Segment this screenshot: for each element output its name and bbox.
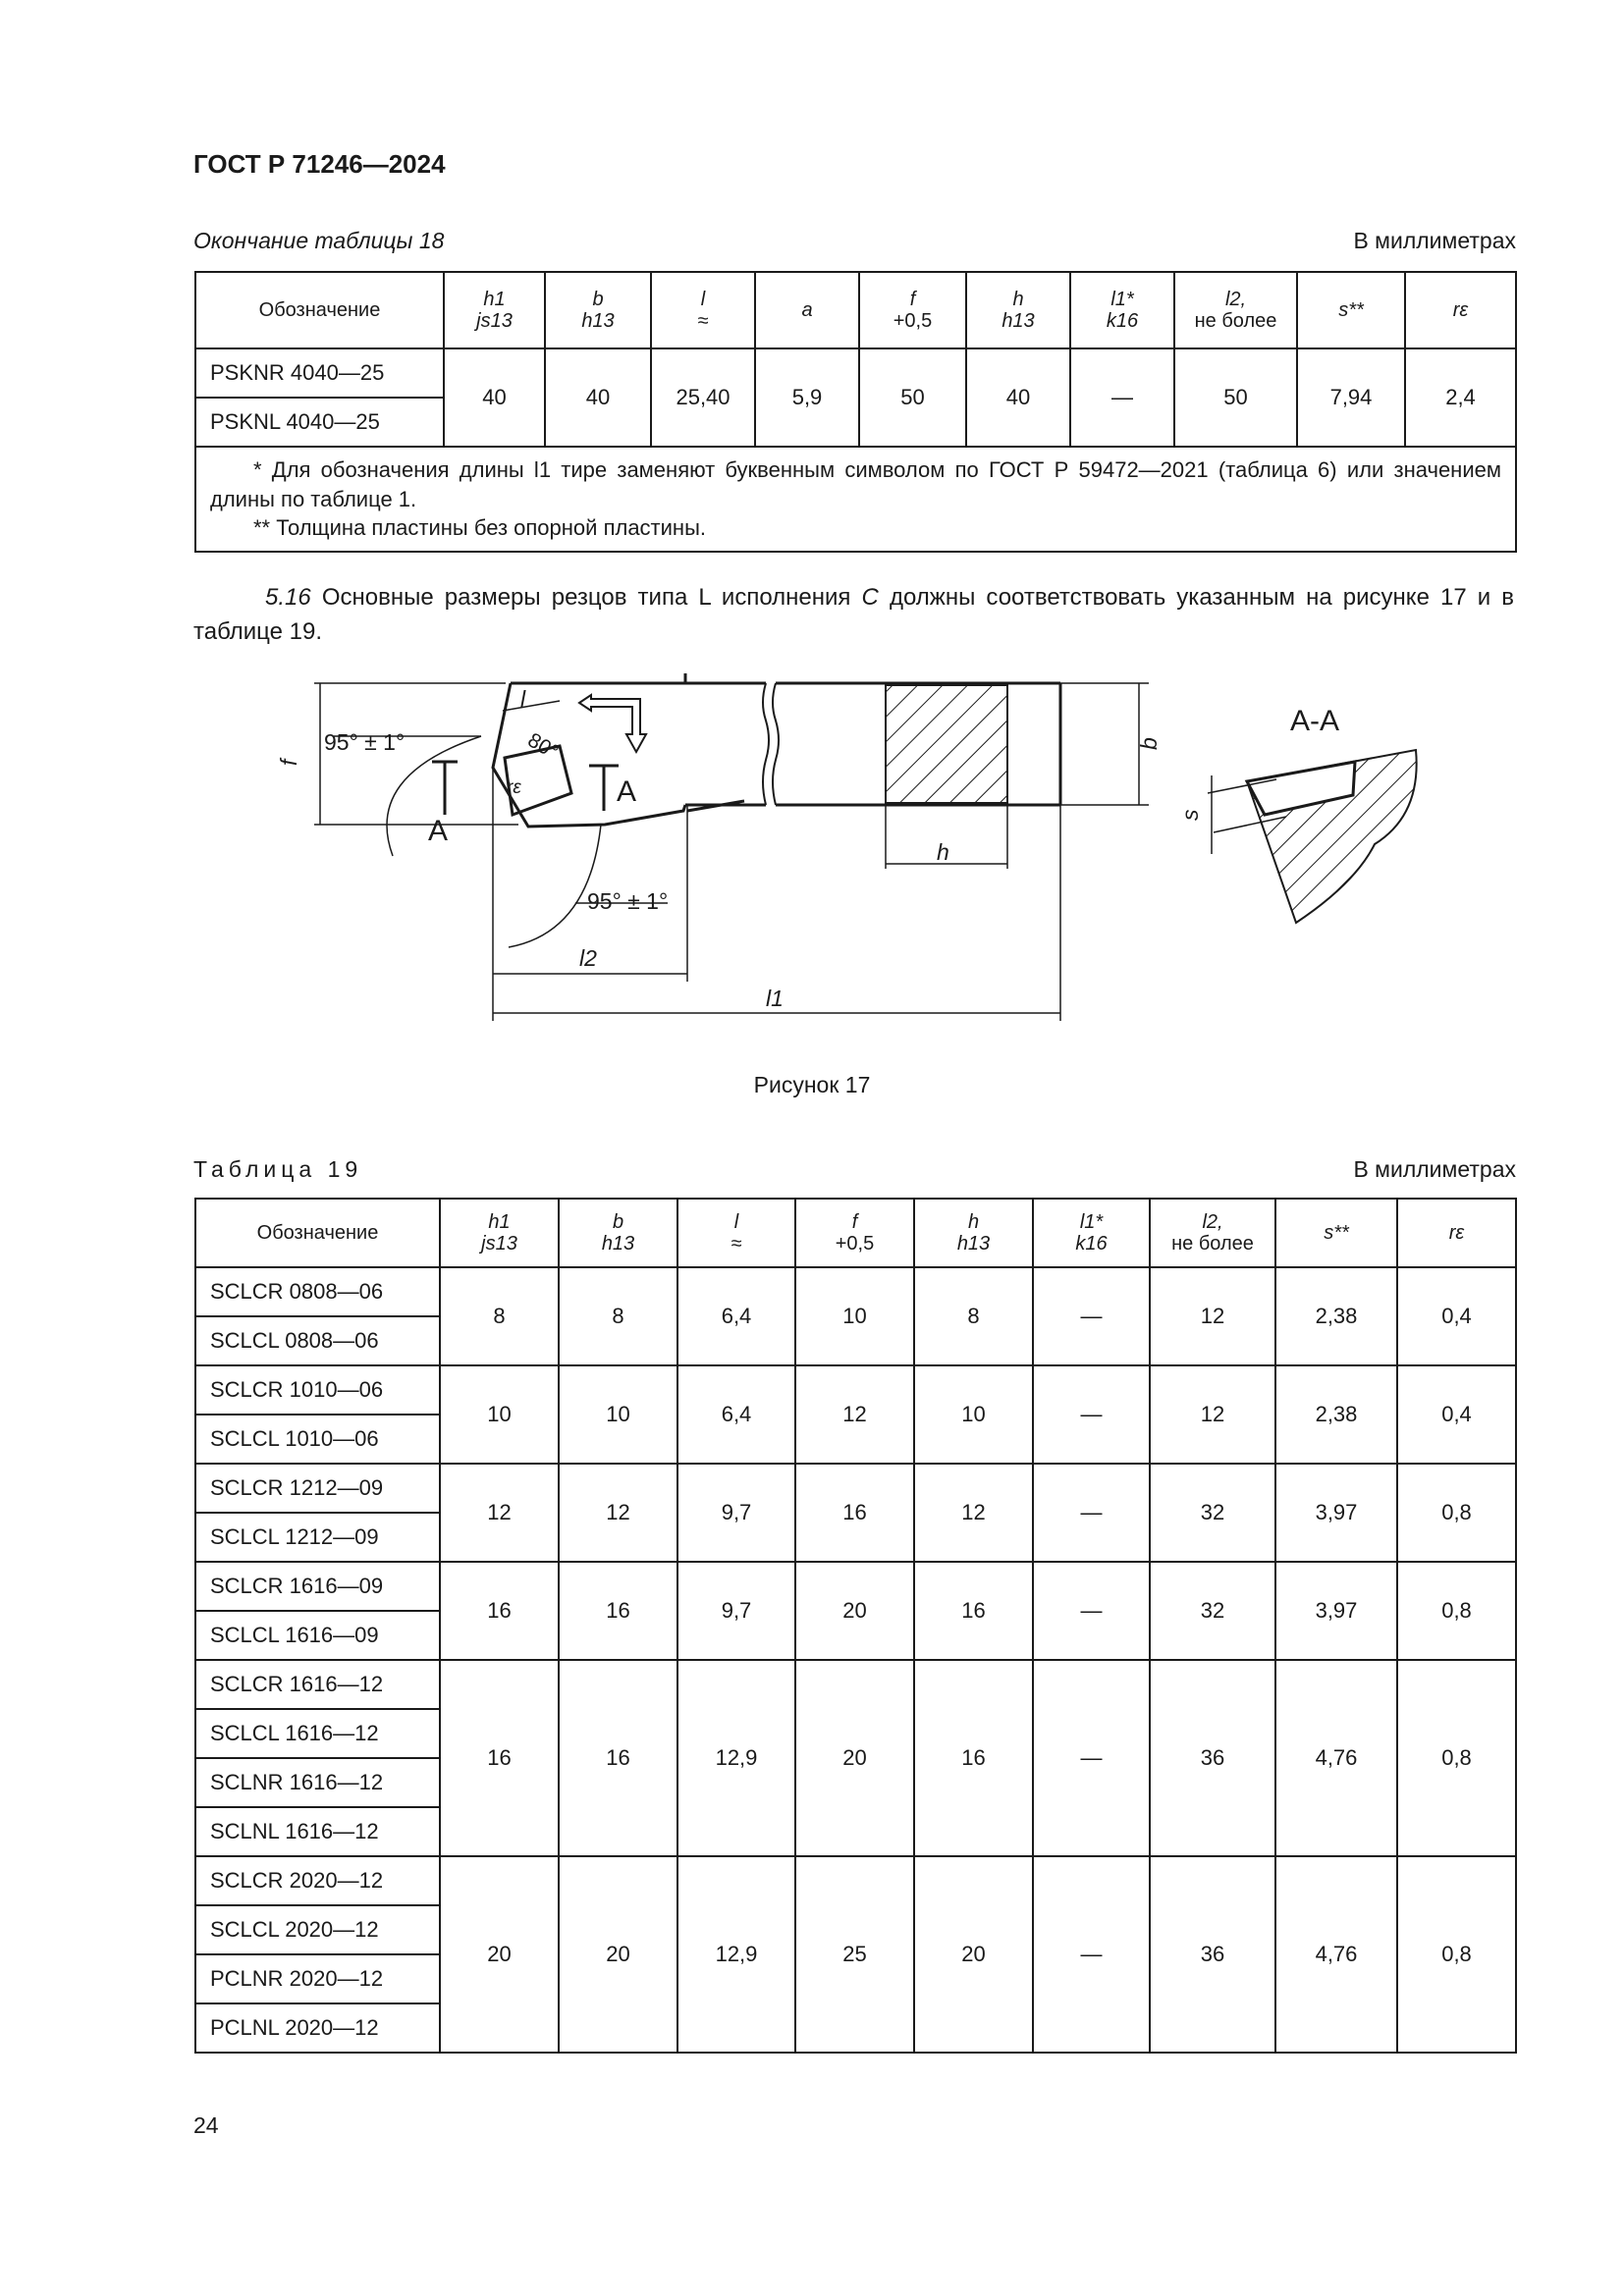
value-cell: 40 xyxy=(444,348,545,447)
value-cell: 12,9 xyxy=(677,1660,795,1856)
label-l2: l2 xyxy=(579,945,597,971)
value-cell: 9,7 xyxy=(677,1464,795,1562)
value-cell: — xyxy=(1033,1562,1150,1660)
value-cell: 10 xyxy=(795,1267,914,1365)
value-cell: 2,4 xyxy=(1405,348,1516,447)
designation-cell: PCLNL 2020—12 xyxy=(195,2003,440,2053)
col-header: h h13 xyxy=(966,272,1070,348)
designation-cell: SCLNL 1616—12 xyxy=(195,1807,440,1856)
value-cell: 0,8 xyxy=(1397,1660,1516,1856)
col-header: Обозначение xyxy=(195,272,444,348)
table-row xyxy=(195,1365,1516,1415)
label-angle-80: 80° xyxy=(523,728,563,765)
col-header: a xyxy=(755,272,859,348)
value-cell: 40 xyxy=(545,348,651,447)
figure-caption: Рисунок 17 xyxy=(753,1072,871,1097)
value-cell: 10 xyxy=(914,1365,1033,1464)
value-cell: — xyxy=(1033,1856,1150,2053)
col-header: h1 js13 xyxy=(444,272,545,348)
value-cell: 20 xyxy=(440,1856,559,2053)
designation-cell: SCLCL 0808—06 xyxy=(195,1316,440,1365)
label-section: A-A xyxy=(1290,705,1340,737)
designation-cell: SCLCL 1616—12 xyxy=(195,1709,440,1758)
value-cell: — xyxy=(1033,1267,1150,1365)
table18-footnotes xyxy=(195,447,1516,552)
value-cell: 0,8 xyxy=(1397,1464,1516,1562)
col-header: l2, не более xyxy=(1174,272,1297,348)
value-cell: 12 xyxy=(914,1464,1033,1562)
paragraph-text-b: C xyxy=(861,584,879,611)
value-cell: 3,97 xyxy=(1275,1562,1397,1660)
value-cell: 10 xyxy=(440,1365,559,1464)
value-cell: 20 xyxy=(795,1562,914,1660)
value-cell: 4,76 xyxy=(1275,1660,1397,1856)
footnote-1: * Для обозначения длины l1 тире заменяют буквенным символом по ГОСТ Р 59472—2021 (таблица 6) или значением длины по таблице 1. xyxy=(210,457,1501,511)
value-cell: 20 xyxy=(795,1660,914,1856)
page-number: 24 xyxy=(193,2112,219,2138)
table-row xyxy=(195,348,1516,398)
col-header: rε xyxy=(1397,1199,1516,1267)
value-cell: 0,4 xyxy=(1397,1365,1516,1464)
figure-17 xyxy=(276,667,1443,1060)
value-cell: 12 xyxy=(559,1464,677,1562)
value-cell: 36 xyxy=(1150,1856,1275,2053)
label-l1: l1 xyxy=(766,986,784,1011)
designation-cell: PCLNR 2020—12 xyxy=(195,1954,440,2003)
label-angle-2: 95° ± 1° xyxy=(587,888,669,914)
value-cell: 2,38 xyxy=(1275,1365,1397,1464)
table19-units: В миллиметрах xyxy=(1353,1156,1516,1182)
table-row xyxy=(195,1464,1516,1513)
label-r-eps: rε xyxy=(507,777,521,798)
value-cell: 32 xyxy=(1150,1562,1275,1660)
designation-cell: SCLCR 2020—12 xyxy=(195,1856,440,1905)
table18-caption: Окончание таблицы 18 xyxy=(193,228,445,253)
value-cell: 5,9 xyxy=(755,348,859,447)
designation-cell: SCLCL 1616—09 xyxy=(195,1611,440,1660)
value-cell: 12,9 xyxy=(677,1856,795,2053)
value-cell: 16 xyxy=(914,1562,1033,1660)
value-cell: 16 xyxy=(914,1660,1033,1856)
col-header: h1 js13 xyxy=(440,1199,559,1267)
paragraph-text-c: должны соответствовать указанным на рисунке 17 и в таблице 19. xyxy=(193,584,1515,645)
label-section-a-right: A xyxy=(617,775,637,808)
value-cell: 25,40 xyxy=(651,348,755,447)
table-row xyxy=(195,1660,1516,1709)
table19-caption: Таблица 19 xyxy=(193,1156,363,1182)
value-cell: 12 xyxy=(795,1365,914,1464)
col-header: Обозначение xyxy=(195,1199,440,1267)
table18-header-row xyxy=(195,272,1516,348)
col-header: h h13 xyxy=(914,1199,1033,1267)
designation-cell: SCLCL 1212—09 xyxy=(195,1513,440,1562)
col-header: b h13 xyxy=(559,1199,677,1267)
label-s: s xyxy=(1177,809,1203,821)
col-header: rε xyxy=(1405,272,1516,348)
table-18 xyxy=(194,271,1517,553)
designation-cell: SCLCR 0808—06 xyxy=(195,1267,440,1316)
value-cell: 50 xyxy=(859,348,966,447)
value-cell: — xyxy=(1033,1464,1150,1562)
section-hatch xyxy=(886,685,1007,803)
value-cell: 20 xyxy=(559,1856,677,2053)
col-header: f +0,5 xyxy=(795,1199,914,1267)
table18-units: В миллиметрах xyxy=(1353,228,1516,253)
value-cell: 36 xyxy=(1150,1660,1275,1856)
col-header: l1* k16 xyxy=(1033,1199,1150,1267)
label-f: f xyxy=(276,759,301,766)
col-header: l1* k16 xyxy=(1070,272,1174,348)
designation-cell: SCLCR 1616—09 xyxy=(195,1562,440,1611)
value-cell: 8 xyxy=(559,1267,677,1365)
label-h: h xyxy=(937,839,949,865)
designation-cell: SCLCR 1212—09 xyxy=(195,1464,440,1513)
designation-cell: SCLCR 1010—06 xyxy=(195,1365,440,1415)
direction-arrow xyxy=(579,695,646,752)
value-cell: 25 xyxy=(795,1856,914,2053)
label-section-a-left: A xyxy=(428,815,449,847)
value-cell: 40 xyxy=(966,348,1070,447)
designation-cell: SCLNR 1616—12 xyxy=(195,1758,440,1807)
designation-cell: SCLCL 1010—06 xyxy=(195,1415,440,1464)
value-cell: — xyxy=(1070,348,1174,447)
document-header: ГОСТ Р 71246—2024 xyxy=(193,149,446,179)
value-cell: 50 xyxy=(1174,348,1297,447)
value-cell: 32 xyxy=(1150,1464,1275,1562)
value-cell: 8 xyxy=(440,1267,559,1365)
paragraph-5-16 xyxy=(193,581,1514,650)
table-19 xyxy=(194,1198,1517,2054)
designation-cell: SCLCR 1616—12 xyxy=(195,1660,440,1709)
value-cell: 16 xyxy=(795,1464,914,1562)
value-cell: 7,94 xyxy=(1297,348,1405,447)
value-cell: 16 xyxy=(559,1660,677,1856)
value-cell: 16 xyxy=(559,1562,677,1660)
table19-body xyxy=(195,1267,1516,2053)
col-header: s** xyxy=(1297,272,1405,348)
designation-cell: PSKNL 4040—25 xyxy=(195,398,444,447)
value-cell: 8 xyxy=(914,1267,1033,1365)
value-cell: 20 xyxy=(914,1856,1033,2053)
col-header: l ≈ xyxy=(651,272,755,348)
footnotes-cell xyxy=(195,447,1516,552)
value-cell: 12 xyxy=(440,1464,559,1562)
value-cell: — xyxy=(1033,1660,1150,1856)
value-cell: 0,8 xyxy=(1397,1562,1516,1660)
table-row xyxy=(195,1562,1516,1611)
value-cell: 4,76 xyxy=(1275,1856,1397,2053)
section-view-aa xyxy=(1208,750,1417,923)
designation-cell: SCLCL 2020—12 xyxy=(195,1905,440,1954)
section-markers xyxy=(432,762,619,815)
value-cell: 10 xyxy=(559,1365,677,1464)
value-cell: 16 xyxy=(440,1562,559,1660)
table-row xyxy=(195,1856,1516,1905)
value-cell: 16 xyxy=(440,1660,559,1856)
col-header: l ≈ xyxy=(677,1199,795,1267)
dimension-lines xyxy=(314,683,1149,1021)
paragraph-number: 5.16 xyxy=(265,584,311,611)
value-cell: 12 xyxy=(1150,1365,1275,1464)
col-header: b h13 xyxy=(545,272,651,348)
label-b: b xyxy=(1136,737,1162,750)
col-header: l2, не более xyxy=(1150,1199,1275,1267)
value-cell: 2,38 xyxy=(1275,1267,1397,1365)
label-l: l xyxy=(520,686,526,712)
label-angle-1: 95° ± 1° xyxy=(324,729,406,755)
col-header: s** xyxy=(1275,1199,1397,1267)
value-cell: 6,4 xyxy=(677,1267,795,1365)
table-row xyxy=(195,1267,1516,1316)
value-cell: 6,4 xyxy=(677,1365,795,1464)
value-cell: 0,4 xyxy=(1397,1267,1516,1365)
table19-header-row xyxy=(195,1199,1516,1267)
figure-labels xyxy=(276,686,1339,1011)
designation-cell: PSKNR 4040—25 xyxy=(195,348,444,398)
col-header: f +0,5 xyxy=(859,272,966,348)
value-cell: — xyxy=(1033,1365,1150,1464)
paragraph-text-a: Основные размеры резцов типа L исполнения xyxy=(321,584,851,611)
value-cell: 12 xyxy=(1150,1267,1275,1365)
value-cell: 3,97 xyxy=(1275,1464,1397,1562)
footnote-2: ** Толщина пластины без опорной пластины. xyxy=(253,515,706,541)
value-cell: 9,7 xyxy=(677,1562,795,1660)
value-cell: 0,8 xyxy=(1397,1856,1516,2053)
